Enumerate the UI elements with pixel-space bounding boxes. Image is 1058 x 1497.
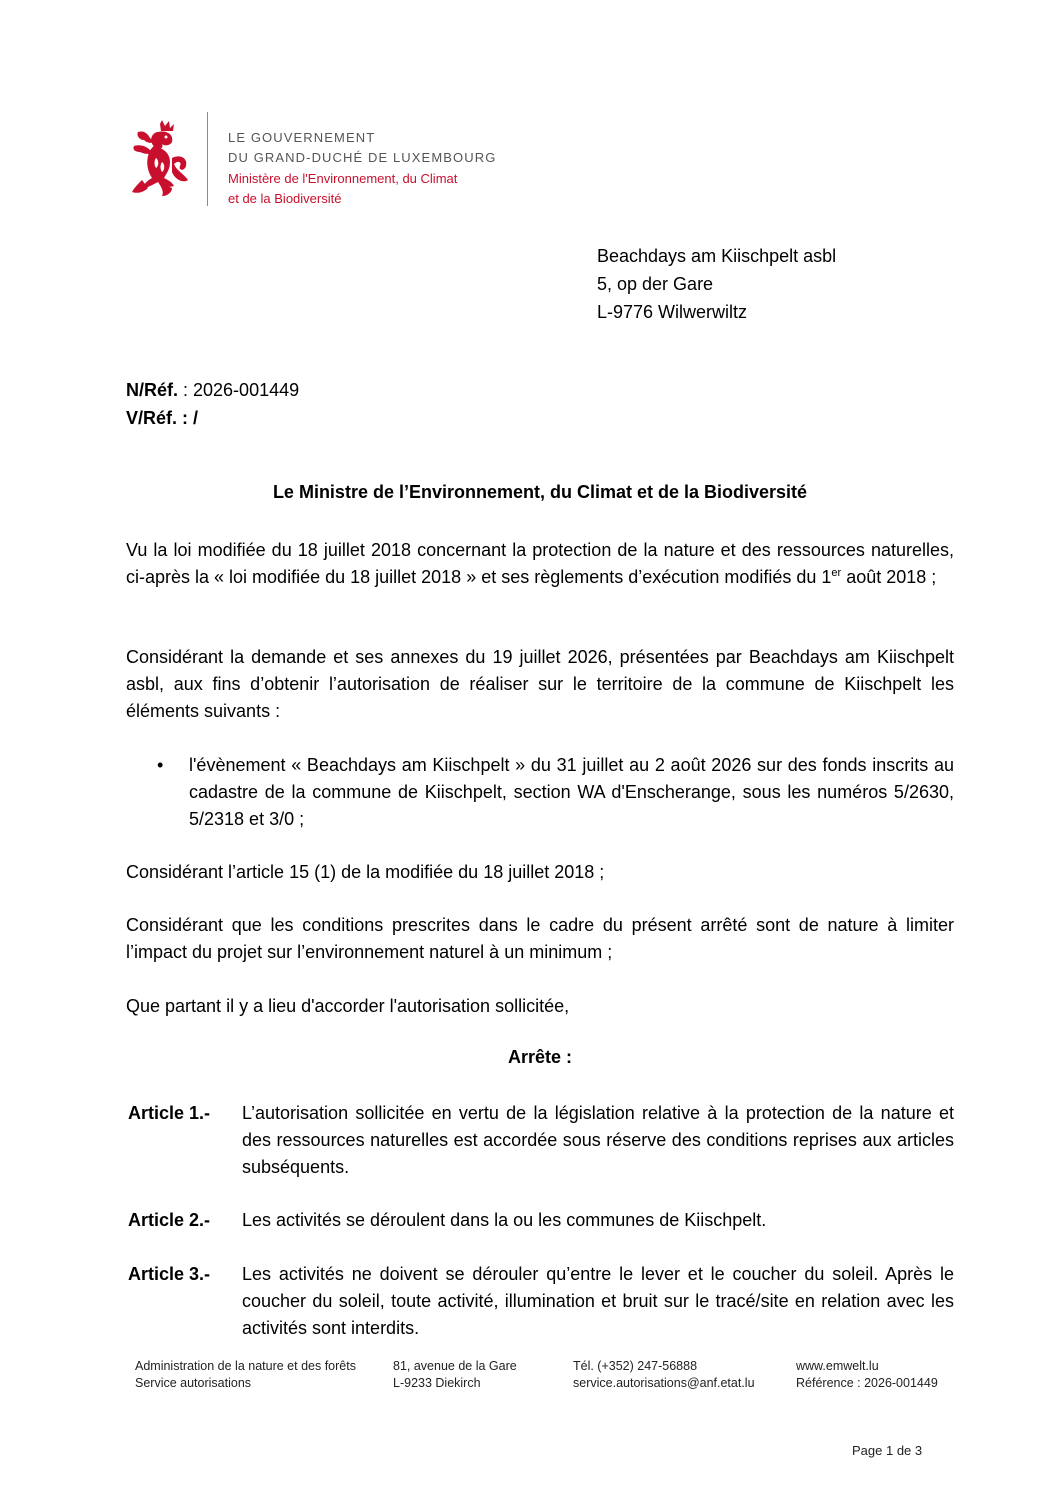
page-number: Page 1 de 3 [852,1443,923,1458]
footer-website: www.emwelt.lu [796,1359,879,1373]
footer-administration-name: Administration de la nature et des forêts [135,1359,356,1373]
footer-address [393,1358,517,1392]
footer-street: 81, avenue de la Gare [393,1359,517,1373]
recipient-street: 5, op der Gare [597,274,714,294]
references [126,376,299,432]
ministry-name-line-2: et de la Biodiversité [228,191,342,206]
vu-superscript: er [831,567,842,579]
paragraph-considerant-article: Considérant l’article 15 (1) de la modifiée du 18 juillet 2018 ; [126,862,605,882]
article-2-label: Article 2.- [128,1210,211,1230]
article-3-text: Les activités ne doivent se dérouler qu’entre le lever et le coucher du soleil. Après le coucher du soleil, toute activité, illumination et bruit sur le tracé/site en relation avec les activités sont interdits. [242,1264,954,1338]
article-2-text: Les activités se déroulent dans la ou les communes de Kiischpelt. [242,1210,767,1230]
arrete-heading: Arrête : [507,1047,573,1067]
ministry-name-line-1: Ministère de l'Environnement, du Climat [228,171,458,186]
recipient-city: L-9776 Wilwerwiltz [597,302,748,322]
footer-contact [573,1358,755,1392]
bullet-icon: • [157,755,164,775]
paragraph-que-partant: Que partant il y a lieu d'accorder l'autorisation sollicitée, [126,996,570,1016]
article-3-label: Article 3.- [128,1264,211,1284]
our-reference [126,376,299,404]
paragraph-vu-la-loi [126,537,954,591]
logo-divider [207,112,208,206]
footer-web [796,1358,938,1392]
recipient-address [597,242,836,326]
vu-text: Vu la loi modifiée du 18 juillet 2018 concernant la protection de la nature et des ressources naturelles, ci-après la « loi modifiée du 18 juillet 2018 » et ses règlements d’exécution modifiés du 1 [126,540,954,587]
footer-administration [135,1358,356,1392]
footer-service-name: Service autorisations [135,1376,252,1390]
luxembourg-lion-logo-icon [128,118,194,198]
our-reference-value: : 2026-001449 [178,380,300,400]
document-title: Le Ministre de l’Environnement, du Climat et de la Biodiversité [272,482,808,502]
recipient-name: Beachdays am Kiischpelt asbl [597,246,837,266]
article-1-label: Article 1.- [128,1103,211,1123]
footer-city: L-9233 Diekirch [393,1376,481,1390]
footer-reference: Référence : 2026-001449 [796,1376,938,1390]
vu-text-end: août 2018 ; [841,567,937,587]
our-reference-label: N/Réf. [126,380,179,400]
bullet-list-item: l'évènement « Beachdays am Kiischpelt » du 31 juillet au 2 août 2026 sur des fonds inscrits au cadastre de la commune de Kiischpelt, section WA d'Enscherange, sous les numéros 5/2630, 5/2318 et 3/0 ; [189,755,954,829]
your-reference-label: V/Réf. : / [126,408,199,428]
paragraph-considerant-conditions: Considérant que les conditions prescrites dans le cadre du présent arrêté sont de nature à limiter l’impact du projet sur l’environnement naturel à un minimum ; [126,915,954,962]
paragraph-considerant-demande: Considérant la demande et ses annexes du 19 juillet 2026, présentées par Beachdays am Kiischpelt asbl, aux fins d’obtenir l’autorisation de réaliser sur le territoire de la commune de Kiischpelt les éléments suivants : [126,647,954,721]
footer-phone: Tél. (+352) 247-56888 [573,1359,698,1373]
government-name-line-1: LE GOUVERNEMENT [228,130,376,145]
your-reference [126,404,299,432]
article-1-text: L’autorisation sollicitée en vertu de la législation relative à la protection de la nature et des ressources naturelles est accordée sous réserve des conditions reprises aux articles subséquents. [242,1103,954,1177]
footer-email: service.autorisations@anf.etat.lu [573,1376,755,1390]
government-name-line-2: DU GRAND-DUCHÉ DE LUXEMBOURG [228,150,497,165]
